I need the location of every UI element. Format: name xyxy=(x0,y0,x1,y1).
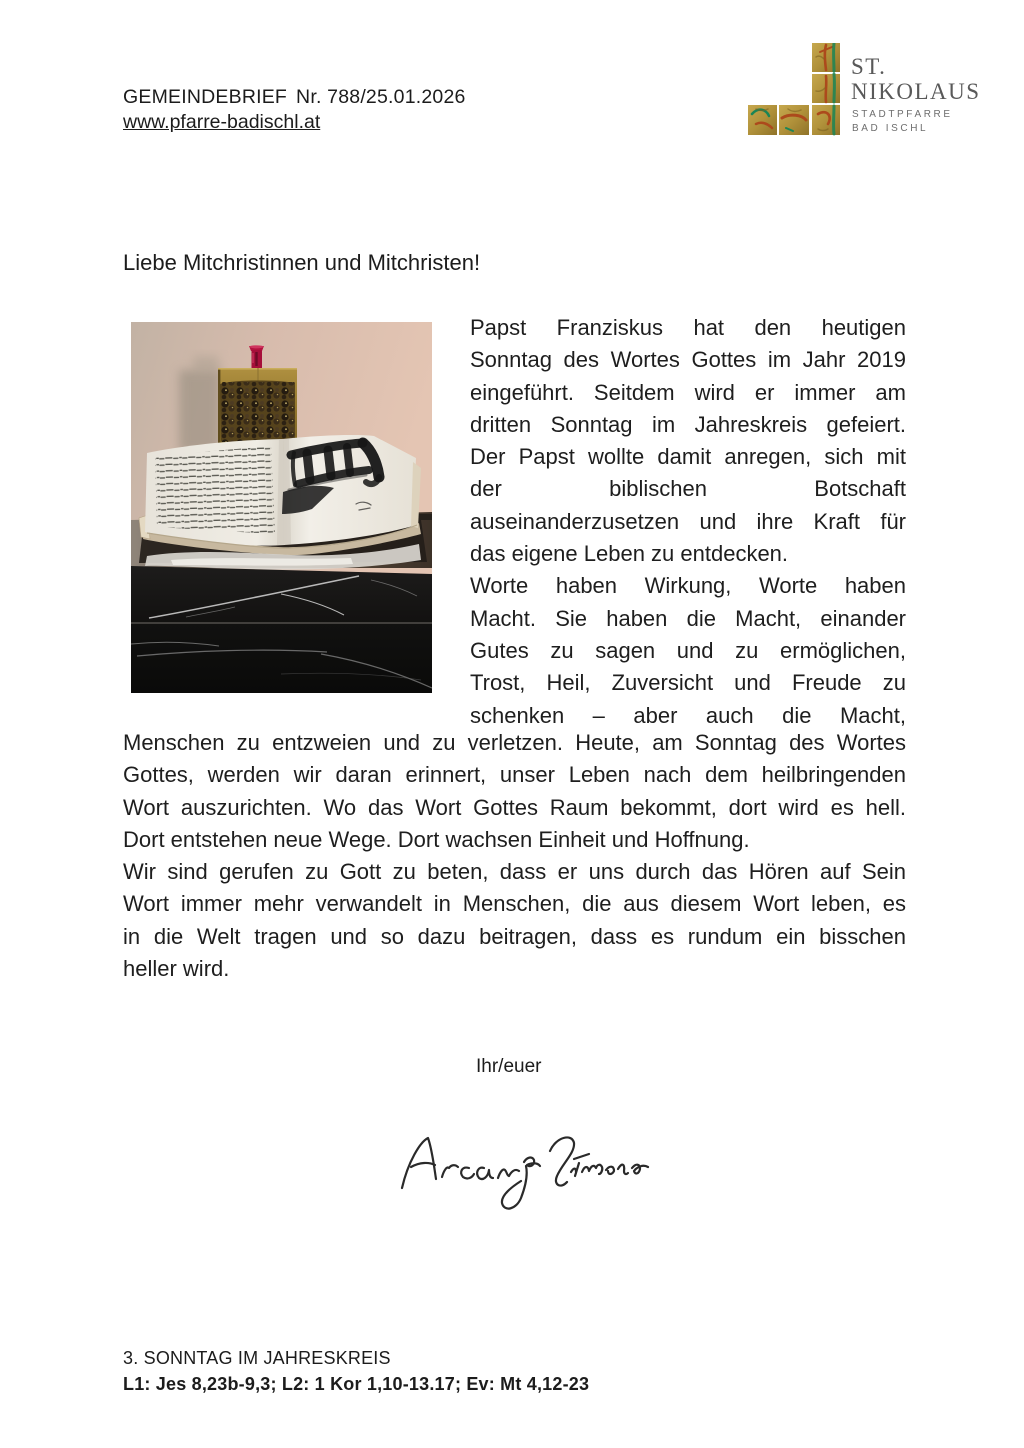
text-line: der biblischen Botschaft xyxy=(470,476,906,502)
text-line: Papst Franziskus hat den heutigen xyxy=(470,315,906,340)
text-line: Gottes, werden wir daran erinnert, unser Leben nach dem heilbringenden xyxy=(123,762,906,788)
text-line: Der Papst wollte damit anregen, sich mit xyxy=(470,444,906,470)
logo-subtitle-stadtpfarre: STADTPFARRE xyxy=(852,109,953,120)
text-line: in die Welt tragen und so dazu beitragen, dass es rundum ein bisschen xyxy=(123,923,906,949)
text-line: eingeführt. Seitdem wird er immer am xyxy=(470,379,906,405)
text-line: Wort immer mehr verwandelt in Menschen, die aus diesem Wort leben, es xyxy=(123,891,906,917)
text-line: schenken – aber auch die Macht, xyxy=(470,702,906,728)
newsletter-title: GEMEINDEBRIEF xyxy=(123,86,288,108)
text-line: heller wird. xyxy=(123,956,230,982)
newsletter-number: Nr. 788/25.01.2026 xyxy=(296,86,466,108)
text-line: dritten Sonntag im Jahreskreis gefeiert. xyxy=(470,411,906,437)
signature xyxy=(398,1122,650,1219)
logo-subtitle-badischl: BAD ISCHL xyxy=(852,123,929,134)
footer-sunday-title: 3. SONNTAG IM JAHRESKREIS xyxy=(123,1348,391,1368)
footer-readings: L1: Jes 8,23b-9,3; L2: 1 Kor 1,10-13.17; Ev: Mt 4,12-23 xyxy=(123,1374,590,1394)
closing-line: Ihr/euer xyxy=(476,1056,542,1077)
letter-body-column xyxy=(470,312,906,732)
newsletter-header xyxy=(123,86,466,109)
text-line: Wort auszurichten. Wo das Wort Gottes Raum bekommt, dort wird es hell. xyxy=(123,794,906,820)
letter-body-full xyxy=(123,727,906,985)
text-line: Macht. Sie haben die Macht, einander xyxy=(470,605,906,631)
website-link[interactable]: www.pfarre-badischl.at xyxy=(123,111,321,133)
parish-logo-icon xyxy=(748,43,840,142)
text-line: Wir sind gerufen zu Gott zu beten, dass er uns durch das Hören auf Sein xyxy=(123,859,906,885)
lectionary-photo xyxy=(131,322,432,693)
text-line: Menschen zu entzweien und zu verletzen. Heute, am Sonntag des Wortes xyxy=(123,730,906,755)
salutation: Liebe Mitchristinnen und Mitchristen! xyxy=(123,250,481,275)
text-line: Worte haben Wirkung, Worte haben xyxy=(470,573,906,599)
text-line: Dort entstehen neue Wege. Dort wachsen Einheit und Hoffnung. xyxy=(123,826,750,852)
text-line: auseinanderzusetzen und ihre Kraft für xyxy=(470,508,906,534)
text-line: Sonntag des Wortes Gottes im Jahr 2019 xyxy=(470,347,906,373)
logo-name-nikolaus: NIKOLAUS xyxy=(851,79,981,104)
text-line: Trost, Heil, Zuversicht und Freude zu xyxy=(470,670,906,696)
open-book xyxy=(139,435,421,555)
text-line: das eigene Leben zu entdecken. xyxy=(470,541,789,567)
logo-name-st: ST. xyxy=(851,54,887,79)
text-line: Gutes zu sagen und zu ermöglichen, xyxy=(470,637,906,663)
